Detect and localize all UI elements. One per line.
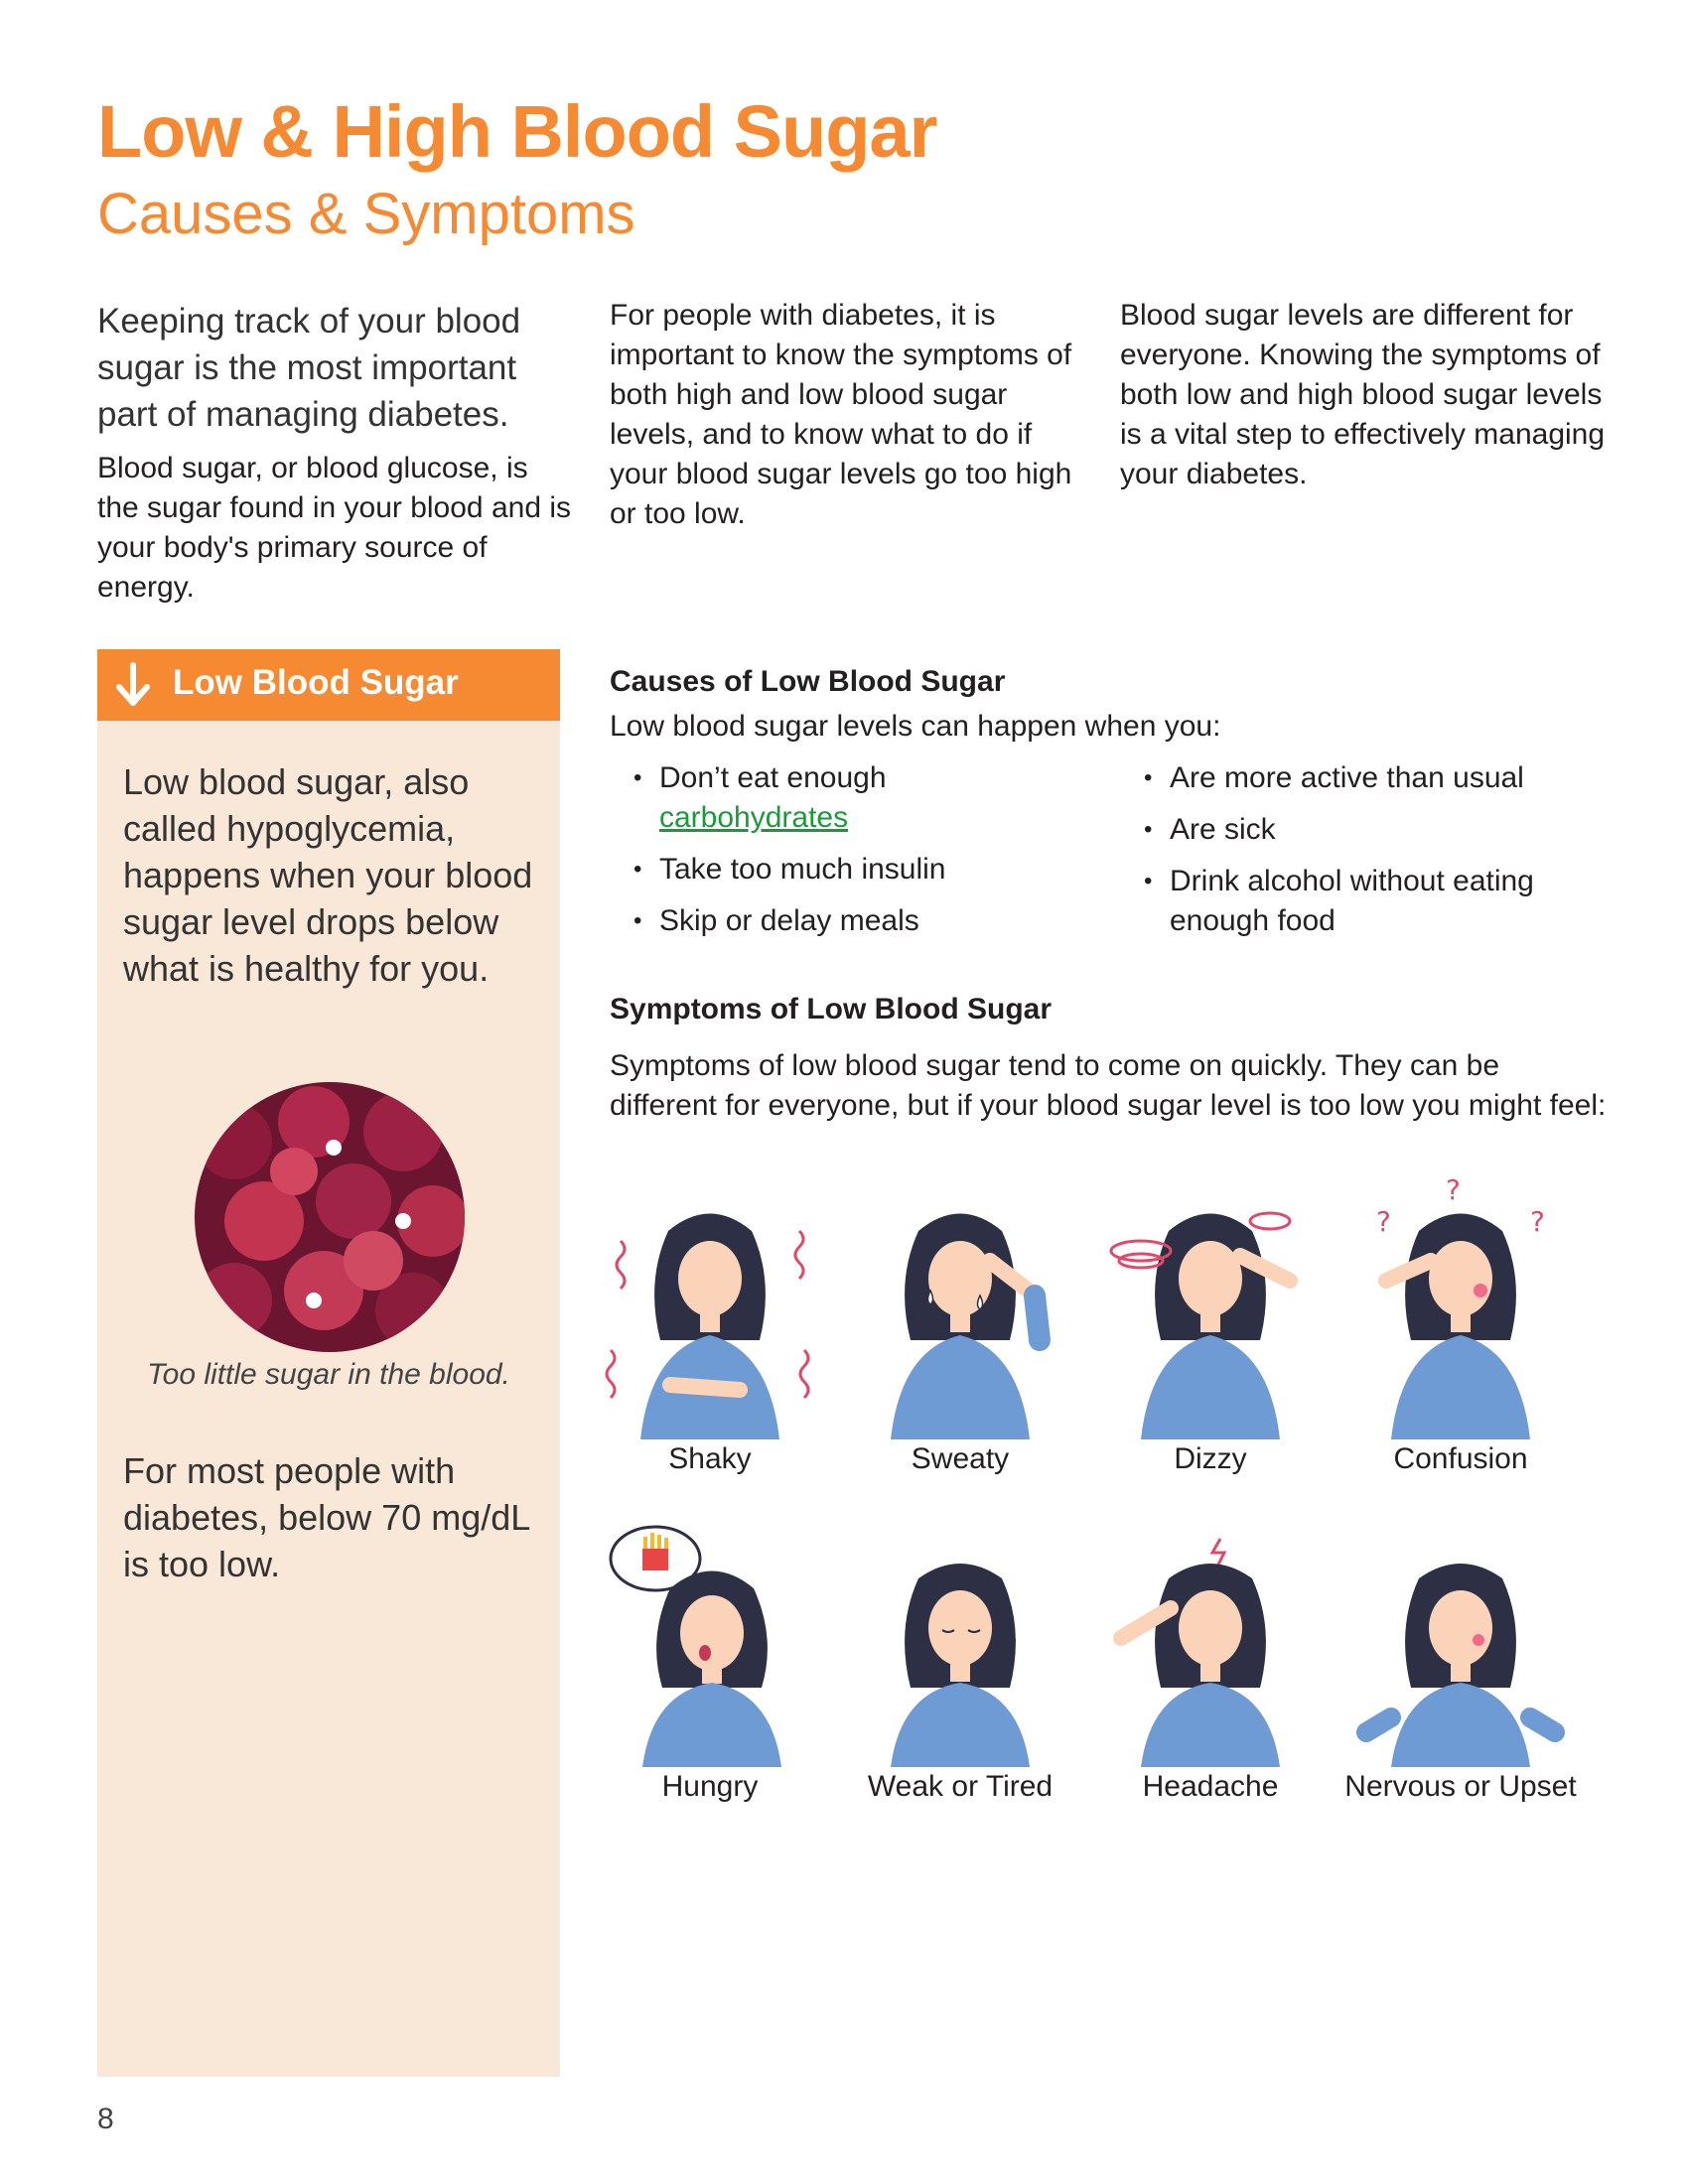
symptoms-heading: Symptoms of Low Blood Sugar	[610, 993, 1053, 1025]
list-item: • Drink alcohol without eating enough food	[1120, 862, 1636, 941]
symptom-card-headache	[1086, 1539, 1335, 1807]
hungry-woman-icon	[601, 1519, 819, 1767]
nervous-woman-icon	[1351, 1559, 1570, 1767]
cause-text: Don’t eat enough	[659, 761, 887, 794]
symptom-label: Nervous or Upset	[1344, 1770, 1577, 1803]
dizzy-woman-icon	[1101, 1201, 1320, 1439]
symptom-label: Confusion	[1393, 1442, 1528, 1475]
list-item: • Are sick	[1120, 810, 1636, 850]
symptoms-intro: Symptoms of low blood sugar tend to come on quickly. They can be different for everyone, but if your blood sugar level is too low you might feel:	[610, 1049, 1607, 1122]
tired-woman-icon	[851, 1559, 1069, 1767]
headache-woman-icon	[1101, 1539, 1320, 1767]
symptom-card-hungry	[586, 1519, 834, 1807]
intro-column-2: For people with diabetes, it is important to know the symptoms of both high and low blood sugar levels, and to know what to do if your blood sugar levels go too high or too low.	[610, 299, 1072, 530]
sidebar-header-label: Low Blood Sugar	[173, 663, 459, 702]
intro-column-3: Blood sugar levels are different for everyone. Knowing the symptoms of both low and high blood sugar levels is a vital step to effectively managing your diabetes.	[1120, 299, 1606, 490]
list-item: • Skip or delay meals	[610, 901, 1106, 941]
symptom-label: Headache	[1142, 1770, 1279, 1803]
list-item	[610, 758, 1106, 838]
symptom-card-shaky	[586, 1201, 834, 1479]
symptom-card-dizzy	[1086, 1201, 1335, 1479]
shaky-woman-icon	[601, 1201, 819, 1439]
symptom-card-nervous	[1336, 1559, 1585, 1807]
sidebar-definition-text: Low blood sugar, also called hypoglycemia, happens when your blood sugar level drops below what is healthy for you.	[123, 761, 533, 989]
symptom-label: Shaky	[668, 1442, 752, 1475]
causes-heading: Causes of Low Blood Sugar	[610, 665, 1006, 698]
list-item: • Are more active than usual	[1120, 758, 1636, 798]
symptom-card-weak-tired	[836, 1559, 1084, 1807]
sweaty-woman-icon	[851, 1201, 1069, 1439]
intro-body-text: Blood sugar, or blood glucose, is the sugar found in your blood and is your body's primary source of energy.	[97, 452, 571, 604]
page-subtitle: Causes & Symptoms	[97, 182, 635, 246]
carbohydrates-link[interactable]: carbohydrates	[659, 801, 849, 834]
symptom-label: Hungry	[661, 1770, 759, 1803]
page-title: Low & High Blood Sugar	[97, 90, 937, 173]
arrow-down-icon	[113, 661, 153, 709]
illustration-caption: Too little sugar in the blood.	[147, 1358, 510, 1391]
intro-lead-text: Keeping track of your blood sugar is the most important part of managing diabetes.	[97, 302, 521, 434]
svg-text:?: ?	[1530, 1205, 1545, 1238]
causes-intro: Low blood sugar levels can happen when you:	[610, 710, 1221, 743]
symptom-label: Sweaty	[911, 1442, 1010, 1475]
sidebar-threshold-note: For most people with diabetes, below 70 mg/dL is too low.	[123, 1450, 529, 1584]
symptom-card-sweaty	[836, 1201, 1084, 1479]
symptom-label: Dizzy	[1174, 1442, 1247, 1475]
symptom-label: Weak or Tired	[867, 1770, 1054, 1803]
sidebar-header	[97, 649, 560, 721]
page-number: 8	[97, 2103, 114, 2135]
confused-woman-icon	[1351, 1173, 1570, 1439]
blood-cells-illustration	[195, 1082, 465, 1352]
list-item: • Take too much insulin	[610, 850, 1106, 889]
causes-list-left	[610, 758, 1106, 953]
svg-text:?: ?	[1376, 1205, 1391, 1238]
causes-list-right	[1120, 758, 1636, 953]
svg-text:?: ?	[1446, 1173, 1461, 1206]
symptom-card-confusion	[1336, 1173, 1585, 1479]
